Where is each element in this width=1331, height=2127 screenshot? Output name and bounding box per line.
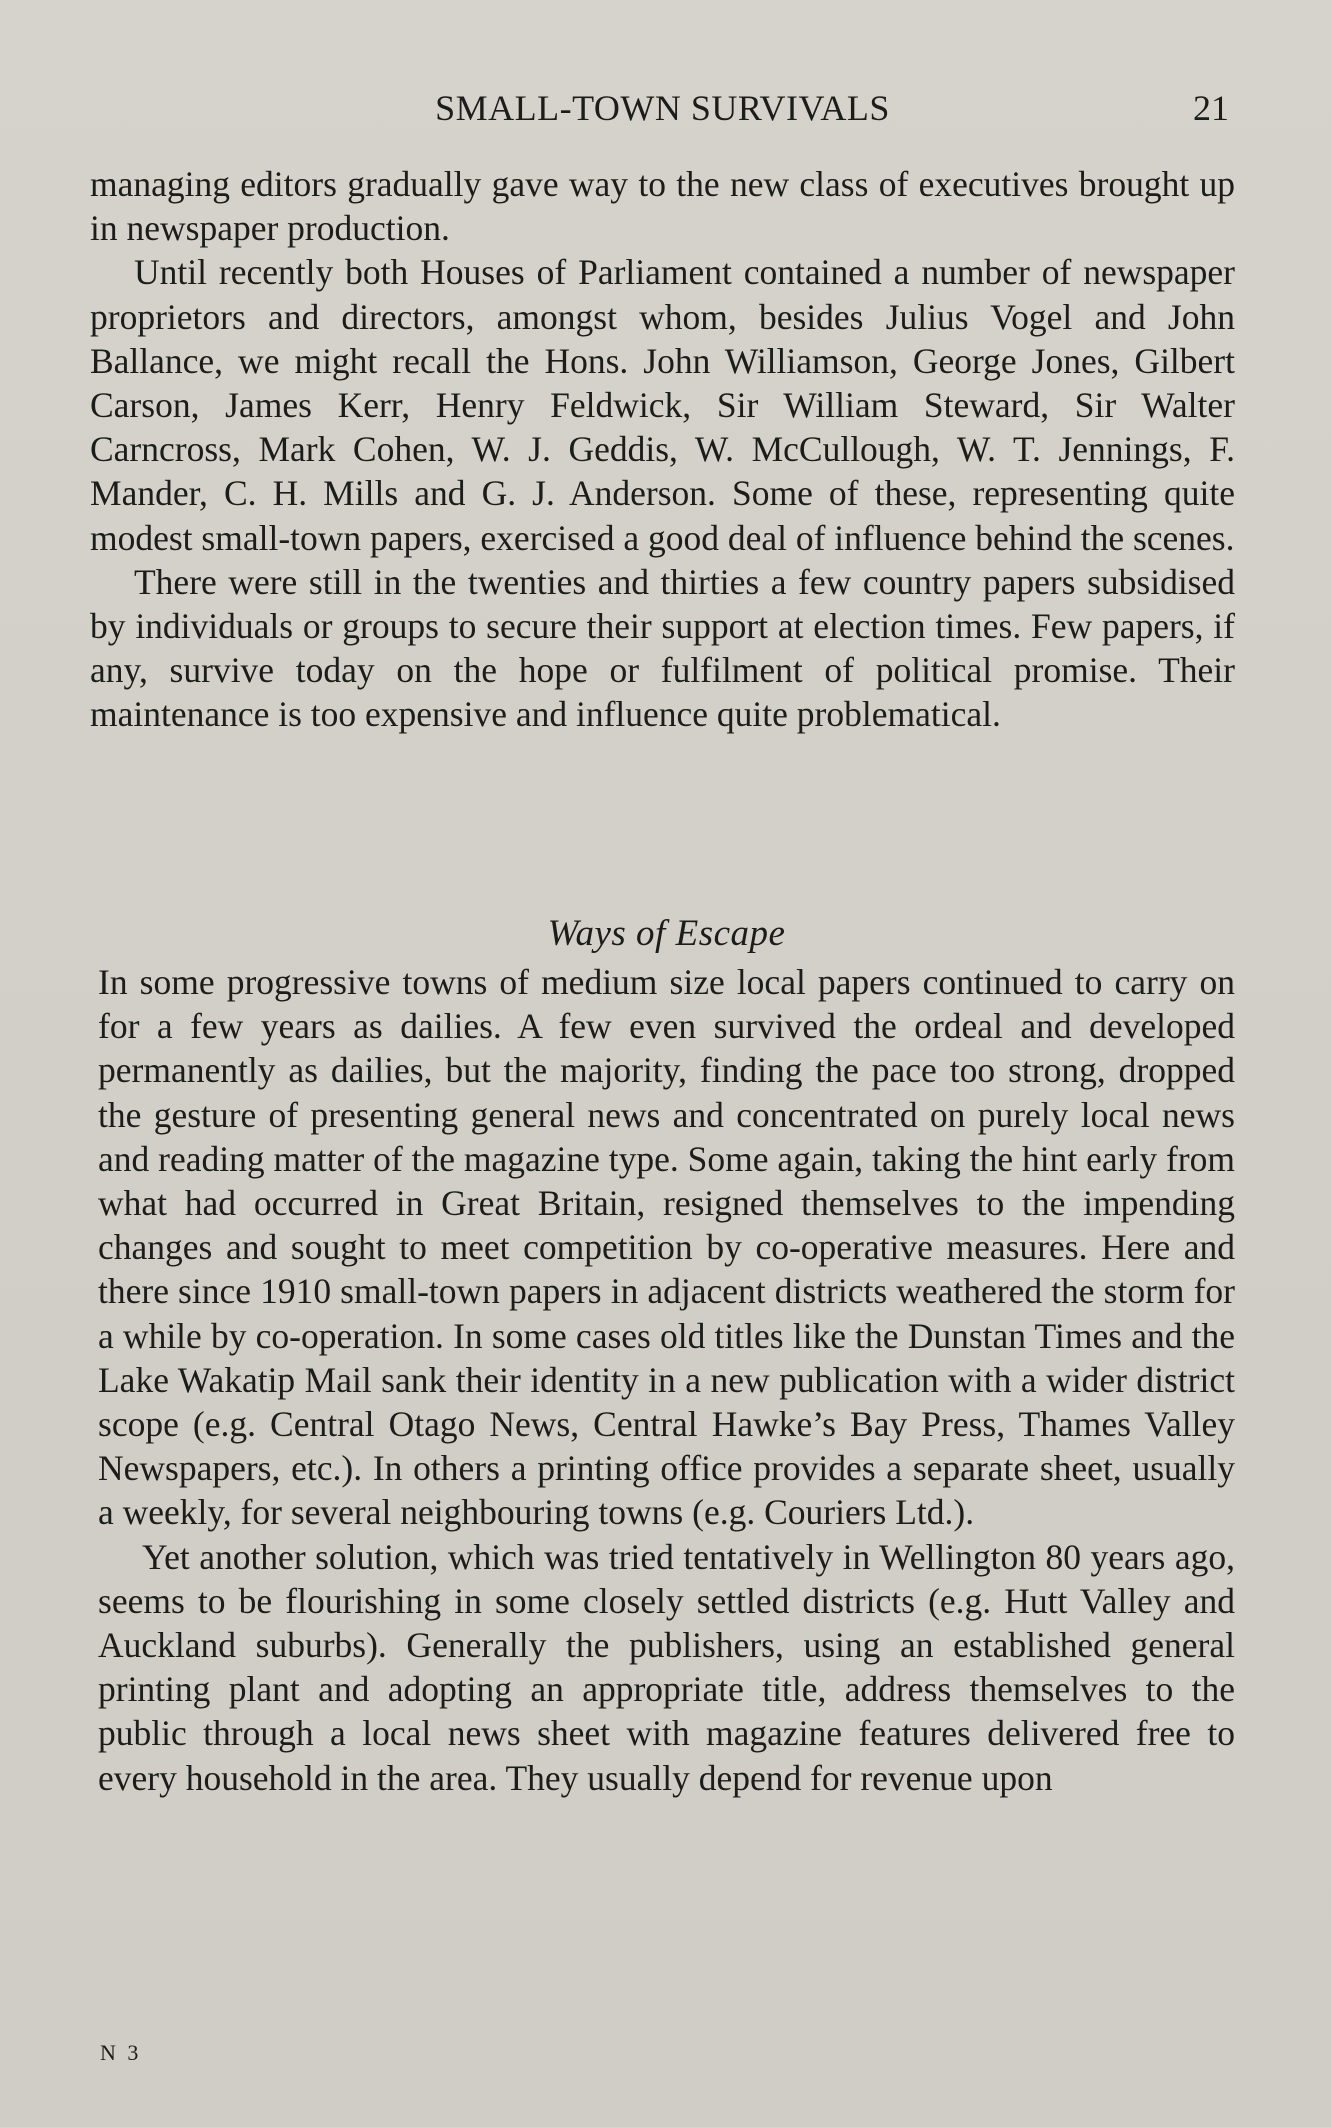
section-heading: Ways of Escape: [547, 913, 786, 954]
paragraph-another-solution: Yet another solution, which was tried tentatively in Wellington 80 years ago, seems to be flourishing in some closely settled districts (e.g. Hutt Valley and Auckland suburbs). Generally the publishers, using an established general printing plant and adopting an appropriate title, address themselves to the public through a local news sheet with magazine features delivered free to every household in the area. They usually depend for revenue upon: [98, 1536, 1235, 1798]
signature-mark: N 3: [100, 2040, 142, 2065]
body-text-upper: [90, 162, 1235, 737]
paragraph-parliament: Until recently both Houses of Parliament contained a number of newspaper proprietors and directors, amongst whom, besides Julius Vogel and John Ballance, we might recall the Hons. John Williamson, George Jones, Gilbert Carson, James Kerr, Henry Feldwick, Sir William Steward, Sir Walter Carncross, Mark Cohen, W. J. Geddis, W. McCullough, W. T. Jennings, F. Mander, C. H. Mills and G. J. Anderson. Some of these, representing quite modest small-town papers, exercised a good deal of influence behind the scenes.: [90, 252, 1235, 558]
running-title: SMALL-TOWN SURVIVALS: [435, 88, 890, 128]
page-number: 21: [1193, 88, 1229, 128]
paragraph-progressive-towns: In some progressive towns of medium size local papers continued to carry on for a few years as dailies. A few even survived the ordeal and developed permanently as dailies, but the majority, finding the pace too strong, dropped the gesture of presenting general news and concentrated on purely local news and reading matter of the magazine type. Some again, taking the hint early from what had occurred in Great Britain, resigned themselves to the impending changes and sought to meet competition by co-operative measures. Here and there since 1910 small-town papers in adjacent districts weathered the storm for a while by co-operation. In some cases old titles like the Dunstan Times and the Lake Wakatip Mail sank their identity in a new publication with a wider district scope (e.g. Central Otago News, Central Hawke’s Bay Press, Thames Valley Newspapers, etc.). In others a printing office provides a separate sheet, usually a weekly, for several neighbouring towns (e.g. Couriers Ltd.).: [98, 962, 1235, 1533]
paragraph-continued: managing editors gradually gave way to the new class of executives brought up in newspaper production.: [90, 164, 1235, 249]
running-head: [90, 86, 1235, 130]
section-ways-of-escape: [98, 912, 1235, 1800]
paragraph-subsidised-papers: There were still in the twenties and thirties a few country papers subsidised by individuals or groups to secure their support at election times. Few papers, if any, survive today on the hope or fulfilment of political promise. Their maintenance is too expensive and influence quite problematical.: [90, 561, 1235, 735]
